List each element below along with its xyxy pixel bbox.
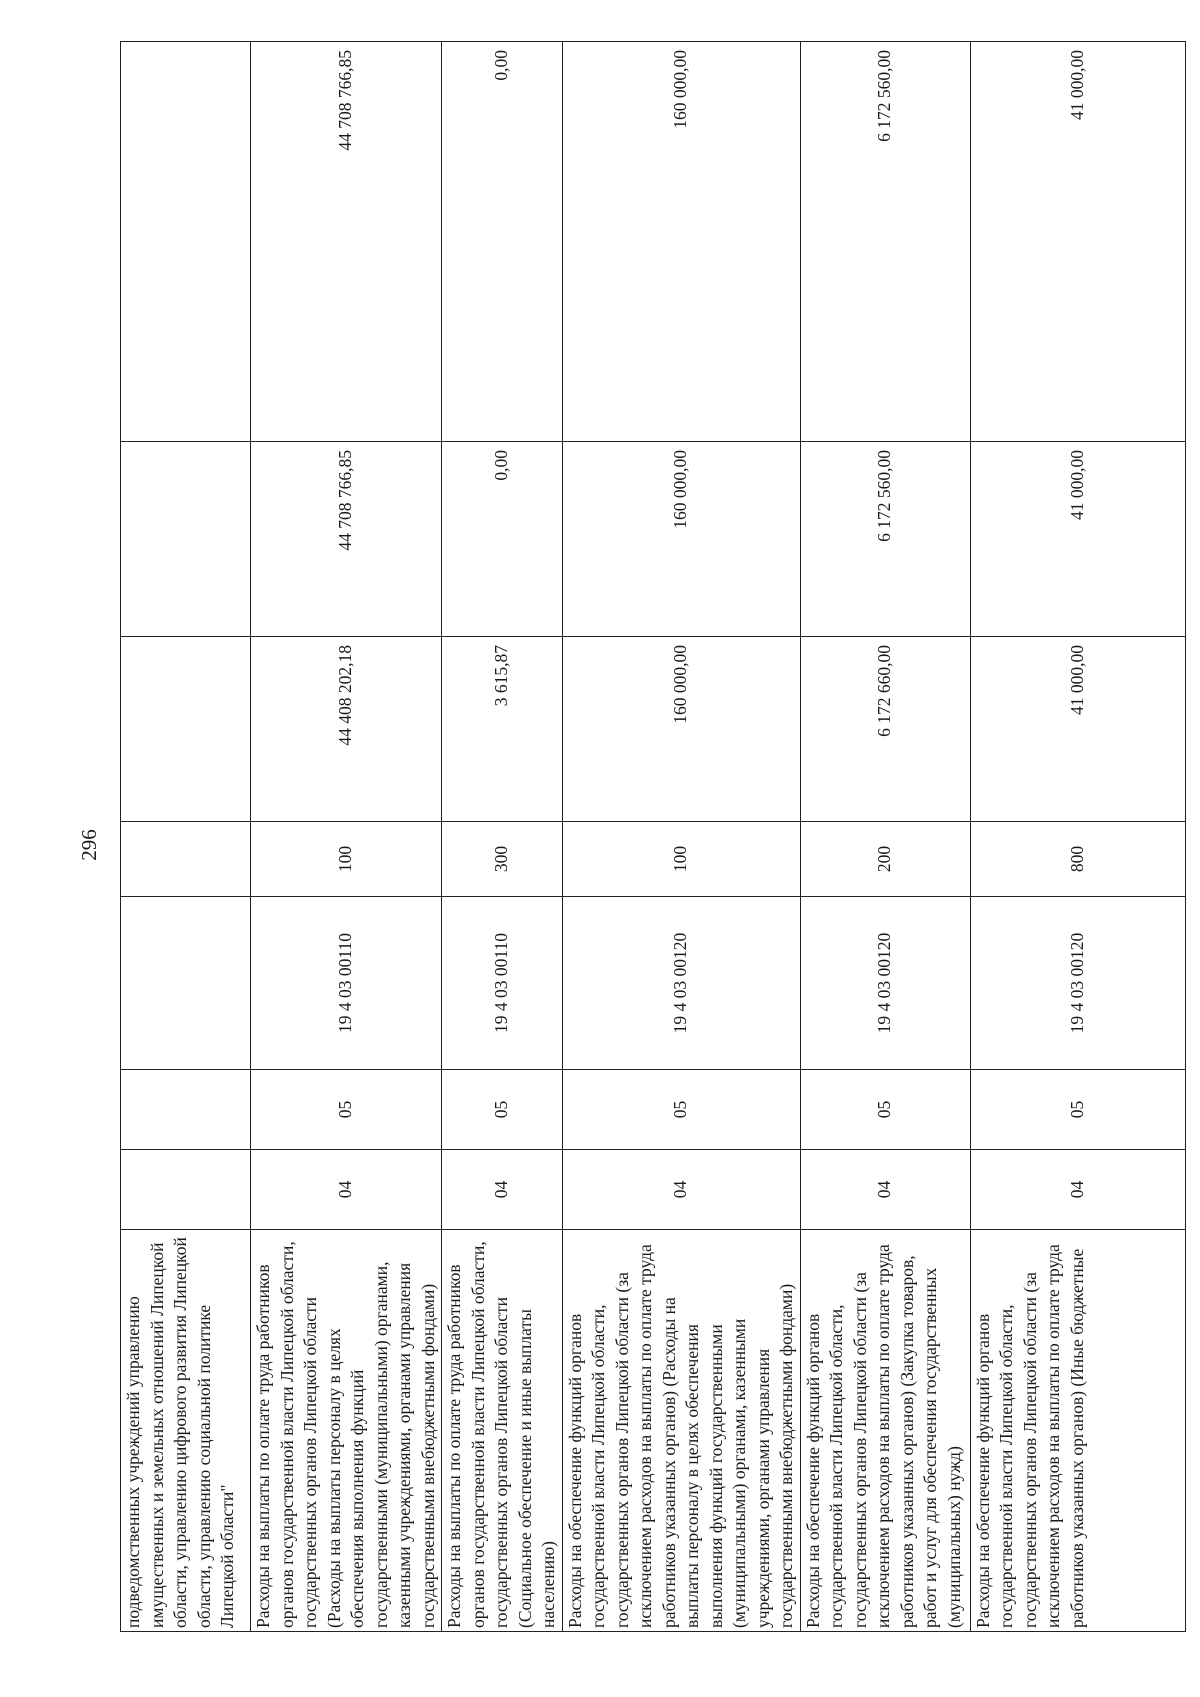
sum-cell: 3 615,87 [442, 637, 563, 822]
sum-cell: 160 000,00 [562, 442, 800, 637]
expense-type-cell: 100 [251, 822, 442, 897]
sum-cell: 0,00 [442, 42, 563, 442]
sum-cell: 160 000,00 [562, 42, 800, 442]
target-article-cell: 19 4 03 00120 [562, 897, 800, 1070]
target-article-cell: 19 4 03 00120 [970, 897, 1185, 1070]
subsection-cell [121, 1070, 251, 1150]
sum-cell: 41 000,00 [970, 637, 1185, 822]
target-article-cell [121, 897, 251, 1070]
expense-type-cell [121, 822, 251, 897]
description-cell: Расходы на обеспечение функций органов государственной власти Липецкой области, государственных органов Липецкой области (за исключением расходов на выплаты по оплате труда работников указанных органов) (Расходы на выплаты персоналу в целях обеспечения выполнения функций государственными (муниципальными) органами, казенными учреждениями, органами управления государственными внебюджетными фондами) [562, 1230, 800, 1632]
subsection-cell: 05 [562, 1070, 800, 1150]
description-cell: Расходы на обеспечение функций органов государственной власти Липецкой области, государственных органов Липецкой области (за исключением расходов на выплаты по оплате труда работников указанных органов) (Иные бюджетные [970, 1230, 1185, 1632]
sum-cell [121, 42, 251, 442]
sum-cell: 41 000,00 [970, 442, 1185, 637]
sum-cell: 6 172 660,00 [800, 637, 970, 822]
sum-cell: 44 708 766,85 [251, 42, 442, 442]
table-row [800, 42, 970, 1632]
expense-type-cell: 200 [800, 822, 970, 897]
table-row [251, 42, 442, 1632]
section-cell: 04 [970, 1150, 1185, 1230]
description-cell: Расходы на обеспечение функций органов государственной власти Липецкой области, государственных органов Липецкой области (за исключением расходов на выплаты по оплате труда работников указанных органов) (Закупка товаров, работ и услуг для обеспечения государственных (муниципальных) нужд) [800, 1230, 970, 1632]
table-row [442, 42, 563, 1632]
target-article-cell: 19 4 03 00110 [251, 897, 442, 1070]
target-article-cell: 19 4 03 00120 [800, 897, 970, 1070]
section-cell [121, 1150, 251, 1230]
table-row [562, 42, 800, 1632]
section-cell: 04 [800, 1150, 970, 1230]
sum-cell [121, 442, 251, 637]
subsection-cell: 05 [442, 1070, 563, 1150]
section-cell: 04 [251, 1150, 442, 1230]
subsection-cell: 05 [251, 1070, 442, 1150]
budget-table [120, 41, 1186, 1632]
description-cell: подведомственных учреждений управлению имущественных и земельных отношений Липецкой области, управлению цифрового развития Липецкой области, управлению социальной политике Липецкой области" [121, 1230, 251, 1632]
sum-cell: 6 172 560,00 [800, 42, 970, 442]
subsection-cell: 05 [970, 1070, 1185, 1150]
sum-cell: 44 408 202,18 [251, 637, 442, 822]
expense-type-cell: 800 [970, 822, 1185, 897]
expense-type-cell: 300 [442, 822, 563, 897]
page-number: 296 [77, 829, 101, 861]
description-cell: Расходы на выплаты по оплате труда работников органов государственной власти Липецкой области, государственных органов Липецкой области (Социальное обеспечение и иные выплаты населению) [442, 1230, 563, 1632]
sum-cell [121, 637, 251, 822]
table-row [970, 42, 1185, 1632]
sum-cell: 41 000,00 [970, 42, 1185, 442]
sum-cell: 6 172 560,00 [800, 442, 970, 637]
subsection-cell: 05 [800, 1070, 970, 1150]
sum-cell: 44 708 766,85 [251, 442, 442, 637]
description-cell: Расходы на выплаты по оплате труда работников органов государственной власти Липецкой области, государственных органов Липецкой области (Расходы на выплаты персоналу в целях обеспечения выполнения функций государственными (муниципальными) органами, казенными учреждениями, органами управления государственными внебюджетными фондами) [251, 1230, 442, 1632]
expense-type-cell: 100 [562, 822, 800, 897]
target-article-cell: 19 4 03 00110 [442, 897, 563, 1070]
rotated-table-container [120, 42, 1120, 1632]
sum-cell: 160 000,00 [562, 637, 800, 822]
section-cell: 04 [442, 1150, 563, 1230]
section-cell: 04 [562, 1150, 800, 1230]
table-row [121, 42, 251, 1632]
sum-cell: 0,00 [442, 442, 563, 637]
